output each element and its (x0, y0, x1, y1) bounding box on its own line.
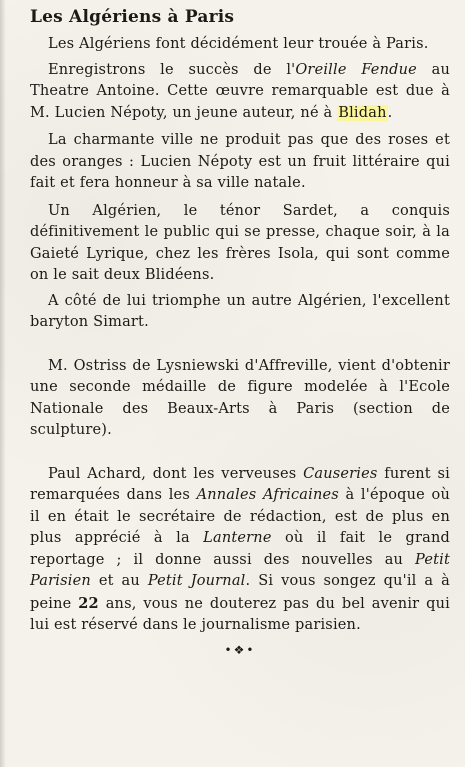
paragraph-simart (30, 291, 450, 334)
ornament-divider: •❖• (224, 642, 256, 657)
article-title: Les Algériens à Paris (30, 7, 235, 27)
paragraph-blidah (30, 130, 450, 195)
highlighted-text: Blidah (338, 104, 387, 121)
italic-text: Annales Africaines (196, 487, 339, 503)
text-run: Paul Achard, dont les verveuses (48, 465, 304, 482)
text-run: où il fait le grand reportage ; il donne aussi des nouvelles au (30, 530, 450, 568)
text-run: Les Algériens font décidément leur trouée à Paris. (48, 36, 429, 52)
text-run: à l'époque où il en était le secrétaire de rédaction, est de plus en plus apprécié à la (30, 487, 450, 546)
text-run: ans, vous ne douterez pas du bel avenir qui lui est réservé dans le journalisme parisien. (30, 595, 451, 633)
paragraph-oreille-fendue (30, 60, 450, 125)
page-edge-shadow (0, 0, 6, 767)
text-run: . Si vous songez qu'il a à peine (30, 573, 450, 612)
text-run: et au (90, 573, 148, 589)
text-run: 22 (78, 594, 99, 612)
text-run: A côté de lui triomphe un autre Algérien, l'excellent baryton Simart. (30, 292, 450, 330)
text-run: Un Algérien, le ténor Sardet, a conquis définitivement le public qui se presse, chaque soir, à la Gaieté Lyrique, chez les frères Isola, qui sont comme on le sait deux Blidéens. (30, 202, 450, 283)
italic-text: Causeries (303, 465, 378, 482)
italic-text: Petit Journal (147, 573, 246, 589)
paragraph-ostriss (30, 356, 450, 442)
text-run: Enregistrons le succès de l' (48, 61, 296, 78)
text-run: M. Ostriss de Lysniewski d'Affreville, vient d'obtenir une seconde médaille de figure modelée à l'Ecole Nationale des Beaux-Arts à Paris (section de sculpture). (30, 357, 450, 438)
text-run: La charmante ville ne produit pas que des roses et des oranges : Lucien Népoty est un fruit littéraire qui fait et fera honneur à sa ville natale. (30, 132, 450, 191)
text-run: . (387, 104, 393, 121)
text-run: furent si remarquées dans les (30, 465, 450, 503)
paragraph-achard (30, 464, 450, 637)
text-run: au Theatre Antoine. Cette œuvre remarquable est due à M. Lucien Népoty, un jeune auteur, né à (30, 61, 450, 121)
italic-text: Lanterne (203, 530, 272, 546)
italic-text: Petit Parisien (30, 551, 450, 589)
paragraph-sardet (30, 201, 450, 287)
paragraph-intro (30, 34, 450, 56)
article-column (30, 6, 450, 657)
italic-text: Oreille Fendue (295, 61, 417, 78)
